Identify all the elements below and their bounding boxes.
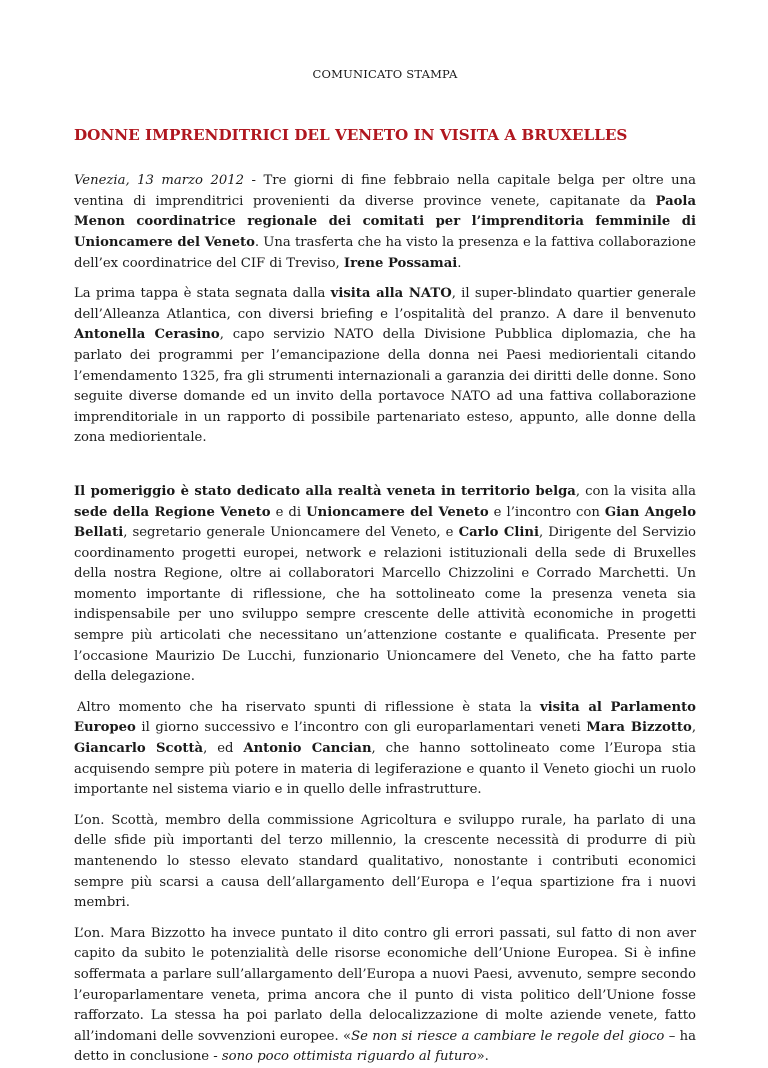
text: e di <box>270 504 307 520</box>
paragraph-parliament <box>74 698 696 801</box>
bold-text: Paola Menon coordinatrice regionale dei comitati per l’imprenditoria femminile di Unioncamere del Veneto <box>74 193 696 250</box>
document-page <box>74 0 696 1068</box>
bold-text: Giancarlo Scottà <box>74 741 204 757</box>
paragraph-nato <box>74 284 696 449</box>
paragraph-scotta <box>74 811 696 914</box>
text: L’on. Scottà, membro della commissione Agricoltura e sviluppo rurale, ha parlato di una delle sfide più importanti del terzo millennio, la crescente necessità di produrre di più mantenendo lo stesso elevato standard qualitativo, nonostante i contributi economici sempre più scarsi a causa dell’allargamento dell’Europa e l’equa spartizione fra i nuovi membri. <box>74 812 696 911</box>
text: , ed <box>203 741 244 757</box>
text: L’on. Mara Bizzotto ha invece puntato il dito contro gli errori passati, sul fatto di non aver capito da subito le potenzialità delle risorse economiche dell’Unione Europea. Si è infine soffermata a parlare sull’allargamento dell’Europa a nuovi Paesi, avvenuto, sempre secondo l’europarlamentare veneta, prima ancora che il punto di vista politico dell’Unione fosse rafforzato. La stessa ha poi parlato della delocalizzazione di molte aziende venete, fatto all’indomani delle sovvenzioni europee. « <box>74 925 696 1044</box>
paragraph-intro <box>74 171 696 274</box>
text: e l’incontro con <box>488 504 605 520</box>
italic-quote: sono poco ottimista riguardo al futuro <box>221 1049 477 1065</box>
text: , capo servizio NATO della Divisione Pubblica diplomazia, che ha parlato dei programmi per l’emancipazione della donna nei Paesi mediorientali citando l’emendamento 1325, fra gli strumenti internazionali a garanzia dei diritti delle donne. Sono seguite diverse domande ed un invito della portavoce NATO ad una fattiva collaborazione imprenditoriale in un rapporto di possibile partenariato esteso, appunto, alle donne della zona mediorientale. <box>74 327 696 446</box>
press-release-label: COMUNICATO STAMPA <box>312 67 458 81</box>
text: – ha detto in conclusione - <box>74 1028 696 1065</box>
paragraph-bizzotto <box>74 924 696 1068</box>
headline: DONNE IMPRENDITRICI DEL VENETO IN VISITA A BRUXELLES <box>74 125 628 144</box>
text: , il super-blindato quartier generale dell’Alleanza Atlantica, con diversi briefing e l’ospitalità del pranzo. A dare il benvenuto <box>74 286 696 322</box>
dateline: Venezia, 13 marzo 2012 <box>74 173 245 189</box>
italic-quote: Se non si riesce a cambiare le regole del gioco <box>351 1028 665 1044</box>
bold-text: visita al Parlamento Europeo <box>74 699 696 736</box>
text: , <box>691 720 697 736</box>
text: . <box>457 255 462 271</box>
bold-text: visita alla NATO <box>330 286 452 302</box>
bold-text: Unioncamere del Veneto <box>306 504 489 520</box>
text: - Tre giorni di fine febbraio nella capitale belga per oltre una ventina di imprenditrici provenienti da diverse province venete, capitanate da <box>74 173 696 209</box>
text: La prima tappa è stata segnata dalla <box>74 286 331 302</box>
bold-text: sede della Regione Veneto <box>74 504 271 520</box>
text: , che hanno sottolineato come l’Europa stia acquisendo sempre più potere in materia di legiferazione e quanto il Veneto giochi un ruolo importante nel sistema viario e in quello delle infrastrutture. <box>74 741 697 798</box>
bold-text: Gian Angelo Bellati <box>74 504 696 541</box>
paragraph-veneto <box>74 482 696 688</box>
bold-text: Carlo Clini <box>458 525 539 541</box>
bold-text: Antonella Cerasino <box>74 327 220 343</box>
text: , segretario generale Unioncamere del Veneto, e <box>123 525 459 541</box>
bold-text: Mara Bizzotto <box>586 720 692 736</box>
bold-text: Irene Possamai <box>343 255 458 271</box>
text: , con la visita alla <box>575 483 696 499</box>
text: . Una trasferta che ha visto la presenza e la fattiva collaborazione dell’ex coordinatrice del CIF di Treviso, <box>74 234 696 271</box>
bold-text: Antonio Cancian <box>243 741 372 757</box>
text: , Dirigente del Servizio coordinamento progetti europei, network e relazioni istituzionali della sede di Bruxelles della nostra Regione, oltre ai collaboratori Marcello Chizzolini e Corrado Marchetti. Un momento importante di riflessione, che ha sottolineato come la presenza veneta sia indispensabile per uno sviluppo sempre crescente delle attività economiche in progetti sempre più articolati che necessitano un’attenzione costante e qualificata. Presente per l’occasione Maurizio De Lucchi, funzionario Unioncamere del Veneto, che ha fatto parte della delegazione. <box>74 525 696 685</box>
text: il giorno successivo e l’incontro con gli europarlamentari veneti <box>135 720 587 736</box>
text: Altro momento che ha riservato spunti di riflessione è stata la <box>77 699 540 715</box>
text: ». <box>476 1049 489 1065</box>
bold-text: Il pomeriggio è stato dedicato alla realtà veneta in territorio belga <box>74 483 576 499</box>
